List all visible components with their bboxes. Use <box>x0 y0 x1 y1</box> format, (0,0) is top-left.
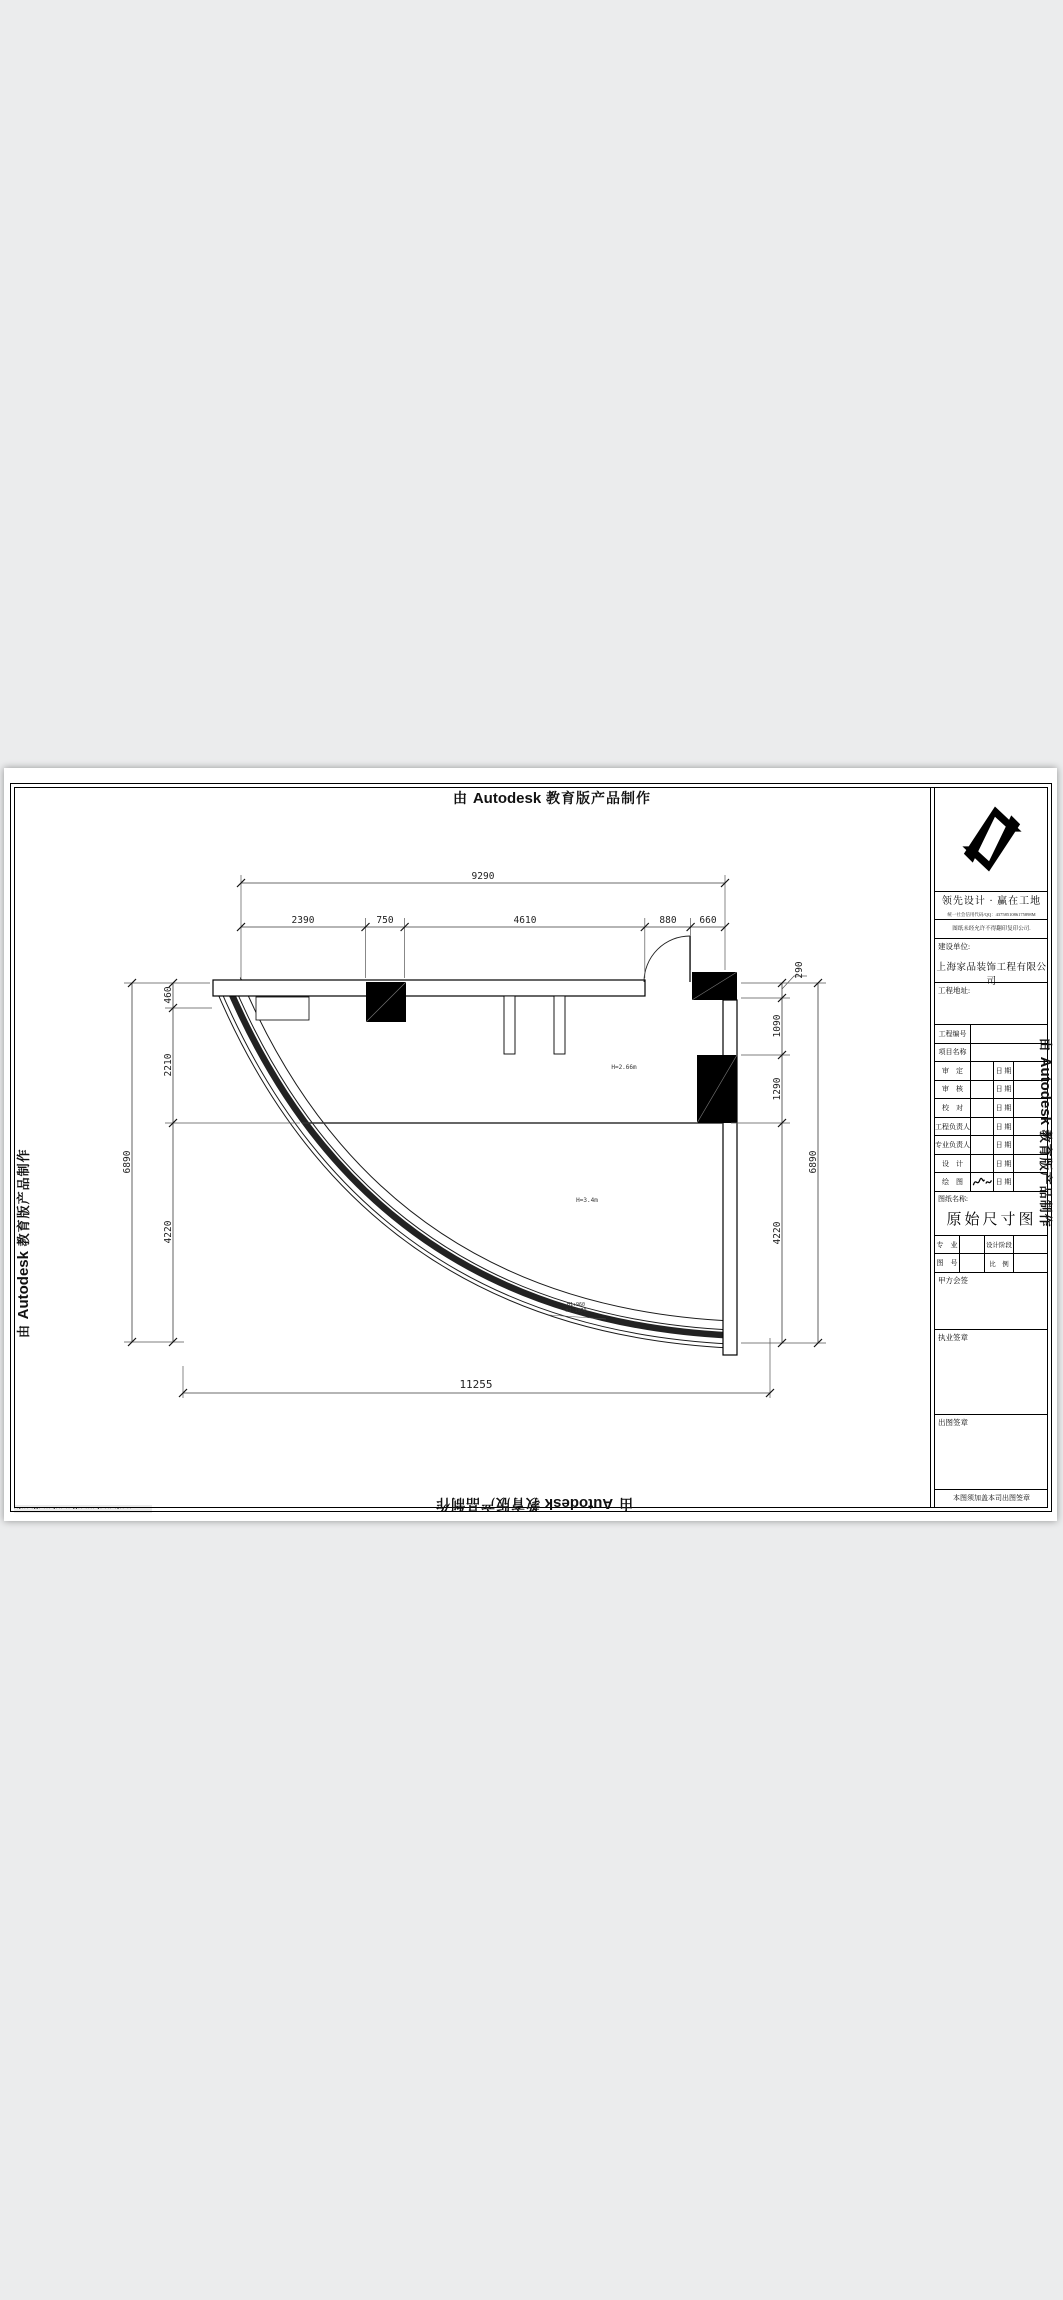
client-label: 建设单位: <box>938 942 971 951</box>
watermark-suffix: 教育版产品制作 <box>434 1496 545 1512</box>
date-value <box>1013 1173 1048 1191</box>
row-label: 工程编号 <box>938 1029 967 1038</box>
dim-top-overall: 9290 <box>471 871 495 882</box>
dim-880: 880 <box>659 915 677 926</box>
dimension-ticks <box>128 879 822 1397</box>
stage-value <box>1013 1236 1048 1254</box>
date-value <box>1013 1118 1048 1136</box>
height-label-upper: H=2.66m <box>611 1064 637 1071</box>
curved-wall <box>215 978 731 1349</box>
dimension-labels <box>122 871 819 1391</box>
watermark-suffix: 教育版产品制作 <box>16 1148 31 1252</box>
client-section <box>935 939 1048 987</box>
row-discipline-lead <box>935 1136 1048 1155</box>
drafter-signature <box>970 1173 993 1191</box>
date-label: 日 期 <box>993 1062 1013 1080</box>
row-value <box>970 1155 993 1173</box>
dim-2210: 2210 <box>163 1053 174 1077</box>
company-logo <box>935 787 1048 892</box>
number-value <box>959 1254 984 1272</box>
section-label: 执业签章 <box>938 1333 968 1343</box>
arc-label-2: H2:1970 <box>565 1308 587 1314</box>
date-value <box>1013 1136 1048 1154</box>
client-name: 上海家品装饰工程有限公司 <box>936 963 1047 987</box>
dim-1090: 1090 <box>772 1014 783 1038</box>
row-project-lead <box>935 1118 1048 1137</box>
dimension-lines <box>132 883 818 1393</box>
section-label: 出图签章 <box>938 1418 968 1428</box>
row-approved <box>935 1062 1048 1081</box>
dim-460: 460 <box>163 986 174 1004</box>
date-label: 日 期 <box>993 1173 1013 1191</box>
row-label: 绘 图 <box>942 1178 963 1187</box>
room-labels <box>549 1064 637 1319</box>
row-value <box>970 1118 993 1136</box>
discipline-label: 专 业 <box>936 1240 958 1249</box>
date-label: 日 期 <box>993 1155 1013 1173</box>
stage-label: 设计阶段 <box>984 1236 1013 1254</box>
date-value <box>1013 1099 1048 1117</box>
dim-4610: 4610 <box>513 915 537 926</box>
scale-value <box>1013 1254 1048 1272</box>
door-swing <box>644 936 690 982</box>
brand-subline: 统一社会信用代码/QQ：4375851086175898M <box>935 912 1048 920</box>
row-drafter <box>935 1173 1048 1192</box>
row-label: 工程负责人 <box>935 1122 970 1131</box>
row-project-number <box>935 1025 1048 1044</box>
plot-fine-print: ··•··· ·••· ··· •··· ·· ••·· ···· •· ··· ·•·· ·· <box>14 1505 152 1513</box>
date-value <box>1013 1062 1048 1080</box>
dim-2390: 2390 <box>291 915 315 926</box>
discipline-value <box>959 1236 984 1254</box>
sheet-name-label: 图纸名称: <box>938 1194 968 1203</box>
floor-plan-drawing <box>4 768 1057 1521</box>
watermark-prefix: 由 <box>452 790 473 806</box>
watermark-brand: Autodesk <box>472 790 542 807</box>
drawing-sheet <box>4 768 1057 1521</box>
seal-footnote: 本图须加盖本司出图签章 <box>953 1494 1030 1503</box>
watermark-prefix: 由 <box>16 1319 31 1338</box>
row-label: 校 对 <box>942 1103 963 1112</box>
watermark-brand: Autodesk <box>1037 1056 1054 1125</box>
section-label: 甲方会签 <box>938 1276 968 1286</box>
dim-4220-left: 4220 <box>163 1220 174 1244</box>
row-designer <box>935 1155 1048 1174</box>
watermark-prefix: 由 <box>613 1496 634 1512</box>
row-discipline-stage <box>935 1236 1048 1255</box>
row-number-scale <box>935 1254 1048 1273</box>
dim-290: 290 <box>794 961 805 979</box>
signature-icon <box>971 1175 993 1189</box>
row-value <box>970 1025 1048 1043</box>
dim-bottom: 11255 <box>459 1378 493 1391</box>
date-value <box>1013 1081 1048 1099</box>
row-project-name <box>935 1044 1048 1063</box>
dim-right-overall: 6890 <box>808 1150 819 1174</box>
date-label: 日 期 <box>993 1136 1013 1154</box>
logo-mark-icon <box>955 797 1029 881</box>
date-label: 日 期 <box>993 1081 1013 1099</box>
row-label: 审 核 <box>942 1085 963 1094</box>
date-value <box>1013 1155 1048 1173</box>
address-label: 工程地址: <box>938 986 971 995</box>
dim-660: 660 <box>699 915 717 926</box>
autodesk-watermark-bottom <box>384 1494 684 1514</box>
watermark-brand: Autodesk <box>15 1251 32 1320</box>
autodesk-watermark-top <box>402 788 702 808</box>
copy-notice: 图纸未经允许不得翻印复印公司. <box>935 920 1048 939</box>
sheet-name-section <box>935 1192 1048 1236</box>
practice-seal-section <box>935 1330 1048 1415</box>
brand-slogan: 领先设计 · 赢在工地 <box>941 896 1042 907</box>
walls <box>213 980 737 1355</box>
number-label: 图 号 <box>936 1259 958 1268</box>
scale-label: 比 例 <box>984 1254 1013 1272</box>
address-section <box>935 983 1048 1025</box>
height-label-lower: H=3.4m <box>576 1197 598 1204</box>
autodesk-watermark-left <box>13 1038 32 1338</box>
dim-1290: 1290 <box>772 1077 783 1101</box>
arc-label-1: H1:960 <box>566 1302 586 1308</box>
client-countersign-section <box>935 1273 1048 1330</box>
row-value <box>970 1099 993 1117</box>
row-label: 项目名称 <box>938 1048 967 1057</box>
row-value <box>970 1044 1048 1062</box>
watermark-prefix: 由 <box>1038 1038 1053 1057</box>
issue-seal-section <box>935 1415 1048 1490</box>
row-value <box>970 1081 993 1099</box>
dim-4220-right: 4220 <box>772 1221 783 1245</box>
row-label: 专业负责人 <box>935 1141 970 1150</box>
row-proofread <box>935 1099 1048 1118</box>
watermark-suffix: 教育版产品制作 <box>1038 1124 1053 1228</box>
date-label: 日 期 <box>993 1099 1013 1117</box>
watermark-suffix: 教育版产品制作 <box>541 790 652 806</box>
date-label: 日 期 <box>993 1118 1013 1136</box>
watermark-brand: Autodesk <box>544 1495 614 1512</box>
sheet-name: 原始尺寸图 <box>946 1211 1037 1228</box>
row-value <box>970 1136 993 1154</box>
dim-750: 750 <box>376 915 394 926</box>
title-block <box>930 787 1048 1508</box>
row-reviewed <box>935 1081 1048 1100</box>
row-label: 审 定 <box>942 1066 963 1075</box>
extension-lines <box>124 875 826 1398</box>
row-value <box>970 1062 993 1080</box>
row-label: 设 计 <box>942 1159 963 1168</box>
dim-left-overall: 6890 <box>122 1150 133 1174</box>
